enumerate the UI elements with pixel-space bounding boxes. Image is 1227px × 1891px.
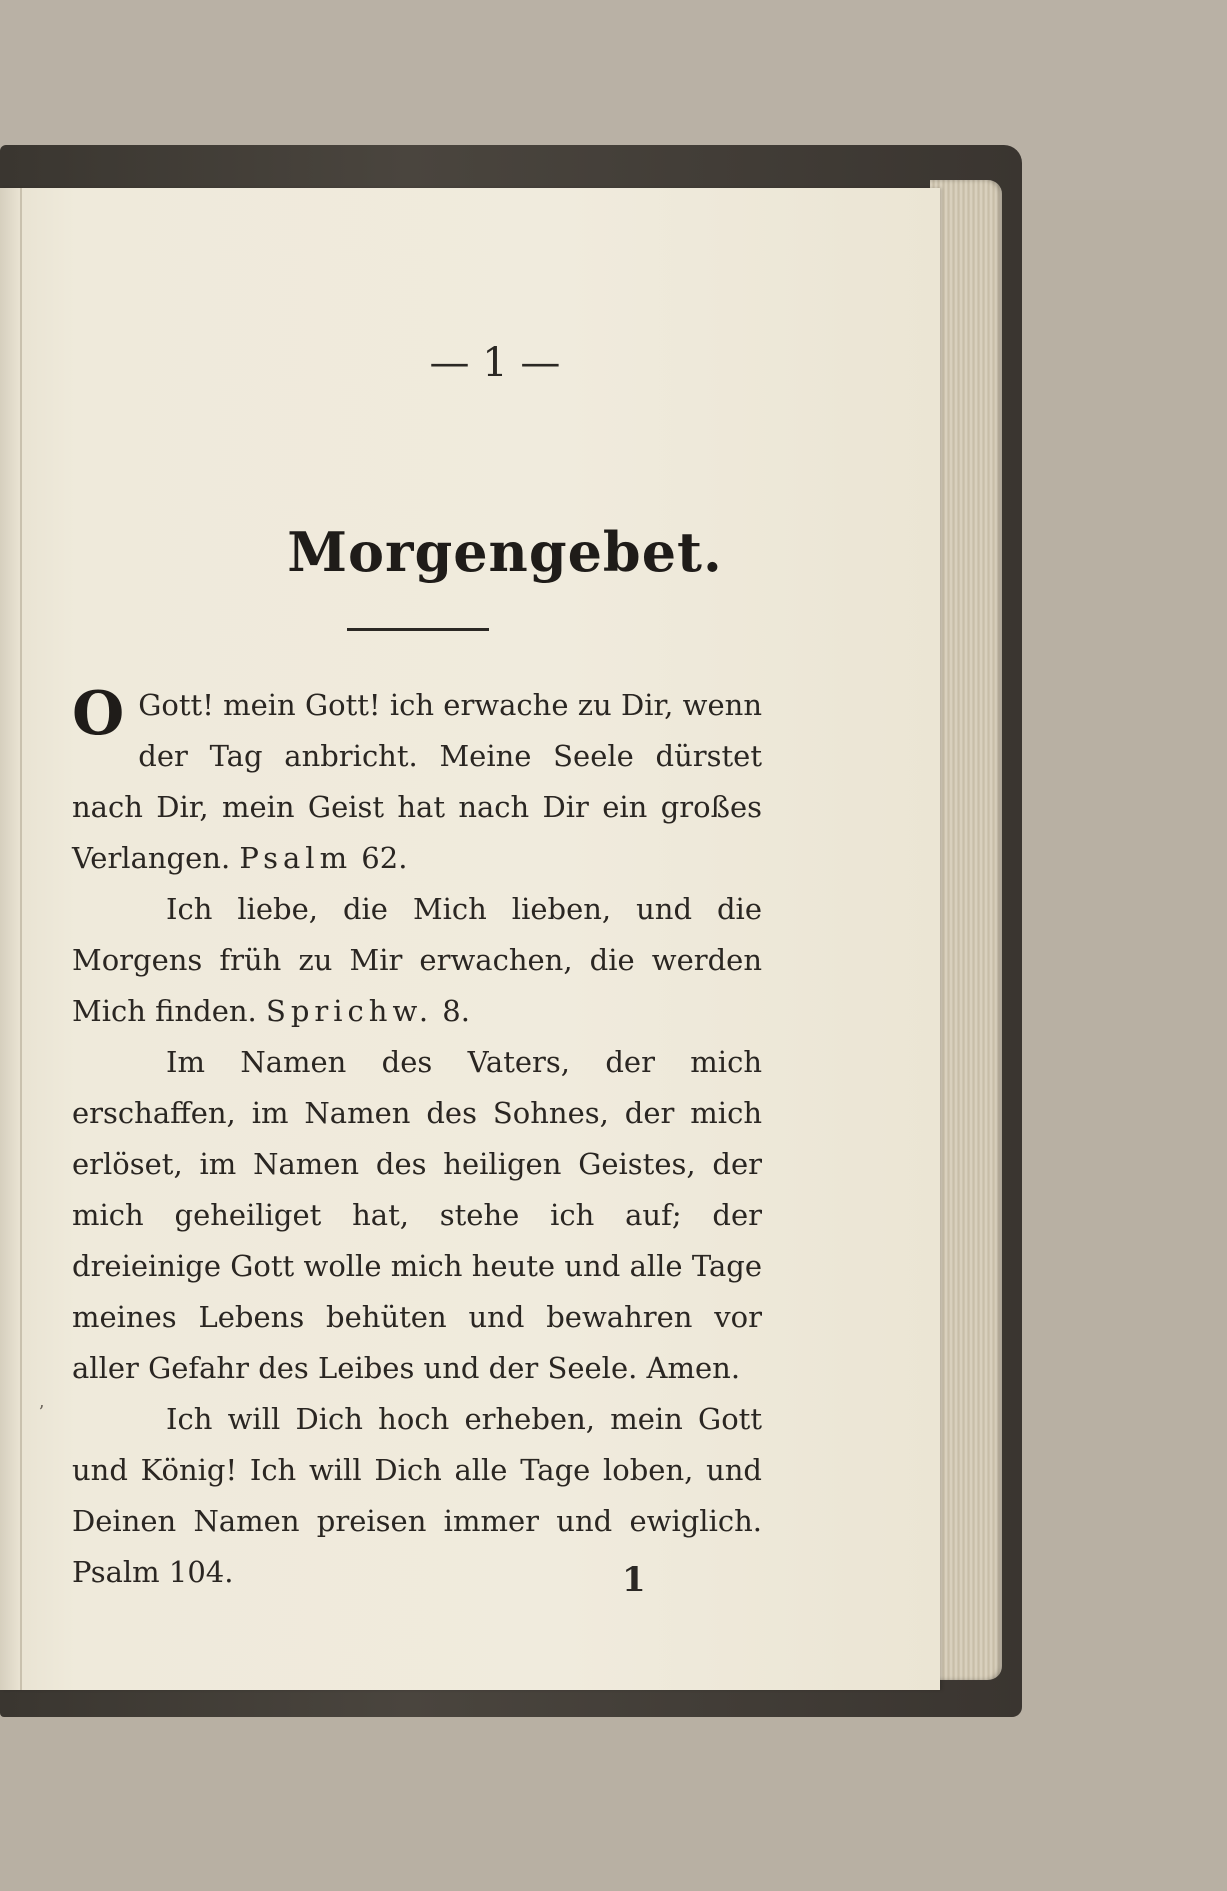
paragraph [72,1037,762,1394]
paragraph [72,680,762,884]
title-divider [347,628,489,631]
ink-mark: ʼ [38,1402,44,1423]
scripture-reference: Psalm [239,841,353,875]
page-number: — 1 — [429,340,561,386]
scripture-number: 62. [352,841,408,875]
scripture-number: 104. [159,1555,234,1589]
paragraph [72,884,762,1037]
prayer-text [72,680,762,1598]
scripture-reference: Psalm [72,1555,160,1589]
page-title: Morgengebet. [287,520,723,584]
paragraph-text: Ich liebe, die Mich lieben, und die Morgens früh zu Mir erwachen, die werden Mich finden. [72,892,762,1028]
page-gutter [0,188,22,1690]
page-edges [930,180,1002,1680]
gutter-line [20,188,22,1690]
scripture-reference: Sprichw. [265,994,434,1028]
paragraph-text: Im Namen des Vaters, der mich erschaffen, im Namen des Sohnes, der mich erlöset, im Namen des heiligen Geistes, der mich geheiliget hat, stehe ich auf; der dreieinige Gott wolle mich heute und alle Tage meines Lebens behüten und bewahren vor aller Gefahr des Leibes und der Seele. Amen. [72,1045,762,1385]
paragraph-text: Ich will Dich hoch erheben, mein Gott und König! Ich will Dich alle Tage loben, und Deinen Namen preisen immer und ewiglich. [72,1402,762,1538]
signature-mark: 1 [622,1560,646,1600]
drop-cap: O [72,679,125,749]
paragraph-text: Gott! mein Gott! ich erwache zu Dir, wenn der Tag anbricht. Meine Seele dürstet nach Dir, mein Geist hat nach Dir ein großes Verlangen. [72,688,762,875]
paragraph [72,1394,762,1598]
scripture-number: 8. [433,994,470,1028]
